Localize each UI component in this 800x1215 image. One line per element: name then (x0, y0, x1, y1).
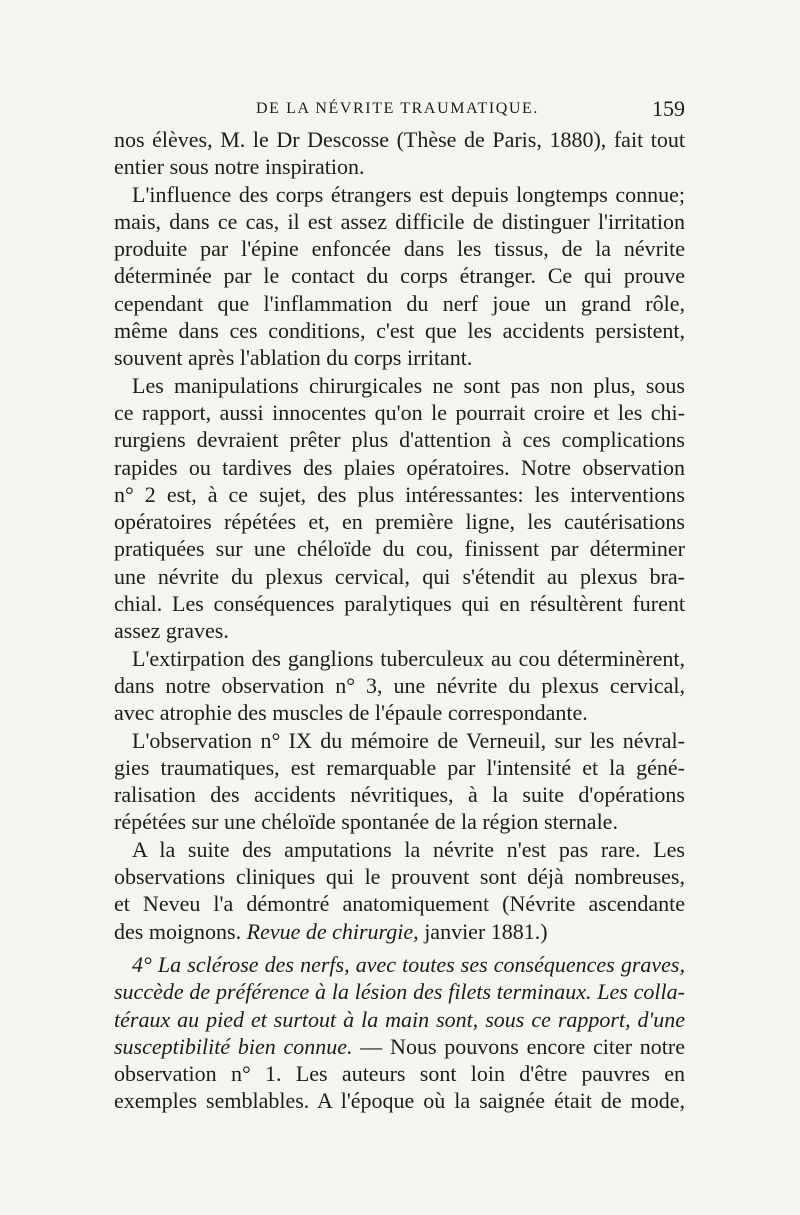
text-line: n° 2 est, à ce sujet, des plus intéressantes: les interventions (114, 481, 685, 507)
text-line: rurgiens devraient prêter plus d'attention à ces complications (114, 427, 685, 453)
text-line: observations cliniques qui le prouvent sont déjà nombreuses, (114, 864, 685, 890)
text-line: et Neveu l'a démontré anatomiquement (Névrite ascendante (114, 891, 685, 917)
text-line: pratiquées sur une chéloïde du cou, finissent par déterminer (114, 536, 685, 562)
page-number: 159 (652, 96, 685, 121)
text-line: L'extirpation des ganglions tuberculeux au cou déterminèrent, (132, 645, 685, 671)
text-line: succède de préférence à la lésion des filets terminaux. Les colla- (114, 979, 685, 1005)
text-line: entier sous notre inspiration. (114, 154, 365, 180)
text-line: une névrite du plexus cervical, qui s'étendit au plexus bra- (114, 563, 685, 589)
text-line: opératoires répétées et, en première ligne, les cautérisations (114, 509, 685, 535)
text-line: avec atrophie des muscles de l'épaule correspondante. (114, 700, 588, 726)
text-line: ce rapport, aussi innocentes qu'on le pourrait croire et les chi- (114, 399, 685, 425)
text-line: répétées sur une chéloïde spontanée de la région sternale. (114, 809, 618, 835)
text-segment: susceptibilité bien connue. (114, 1033, 353, 1059)
text-line: téraux au pied et surtout à la main sont, sous ce rapport, d'une (114, 1006, 685, 1032)
text-line: L'influence des corps étrangers est depuis longtemps connue; (132, 181, 685, 207)
text-segment: des moignons. (114, 918, 242, 944)
text-line: A la suite des amputations la névrite n'est pas rare. Les (132, 836, 685, 862)
text-line: exemples semblables. A l'époque où la saignée était de mode, (114, 1088, 685, 1114)
text-line: dans notre observation n° 3, une névrite du plexus cervical, (114, 672, 685, 698)
body-text (114, 126, 685, 1115)
text-line: déterminée par le contact du corps étranger. Ce qui prouve (114, 263, 685, 289)
text-line: observation n° 1. Les auteurs sont loin d'être pauvres en (114, 1061, 685, 1087)
page-header (110, 96, 685, 126)
text-line: chial. Les conséquences paralytiques qui en résultèrent furent (114, 591, 685, 617)
text-segment: janvier 1881.) (424, 918, 548, 944)
text-line: cependant que l'inflammation du nerf joue un grand rôle, (114, 290, 685, 316)
journal-citation: Revue de chirurgie, (246, 918, 419, 944)
text-line (114, 1033, 685, 1060)
text-line: produite par l'épine enfoncée dans les tissus, de la névrite (114, 236, 685, 262)
text-line: même dans ces conditions, c'est que les accidents persistent, (114, 318, 685, 344)
text-line: 4° La sclérose des nerfs, avec toutes ses conséquences graves, (132, 951, 685, 977)
text-line: mais, dans ce cas, il est assez difficile de distinguer l'irritation (114, 208, 685, 234)
text-line: gies traumatiques, est remarquable par l'intensité et la géné- (114, 754, 685, 780)
text-line: rapides ou tardives des plaies opératoires. Notre observation (114, 454, 685, 480)
text-line: ralisation des accidents névritiques, à la suite d'opérations (114, 782, 685, 808)
text-line: souvent après l'ablation du corps irritant. (114, 345, 473, 371)
text-line: L'observation n° IX du mémoire de Verneuil, sur les névral- (132, 727, 685, 753)
text-segment: — Nous pouvons encore citer notre (360, 1033, 686, 1059)
text-line: nos élèves, M. le Dr Descosse (Thèse de Paris, 1880), fait tout (114, 127, 685, 152)
text-line: assez graves. (114, 618, 229, 644)
text-line: Les manipulations chirurgicales ne sont pas non plus, sous (132, 372, 685, 398)
running-title: DE LA NÉVRITE TRAUMATIQUE. (255, 100, 540, 117)
text-line (114, 918, 685, 945)
